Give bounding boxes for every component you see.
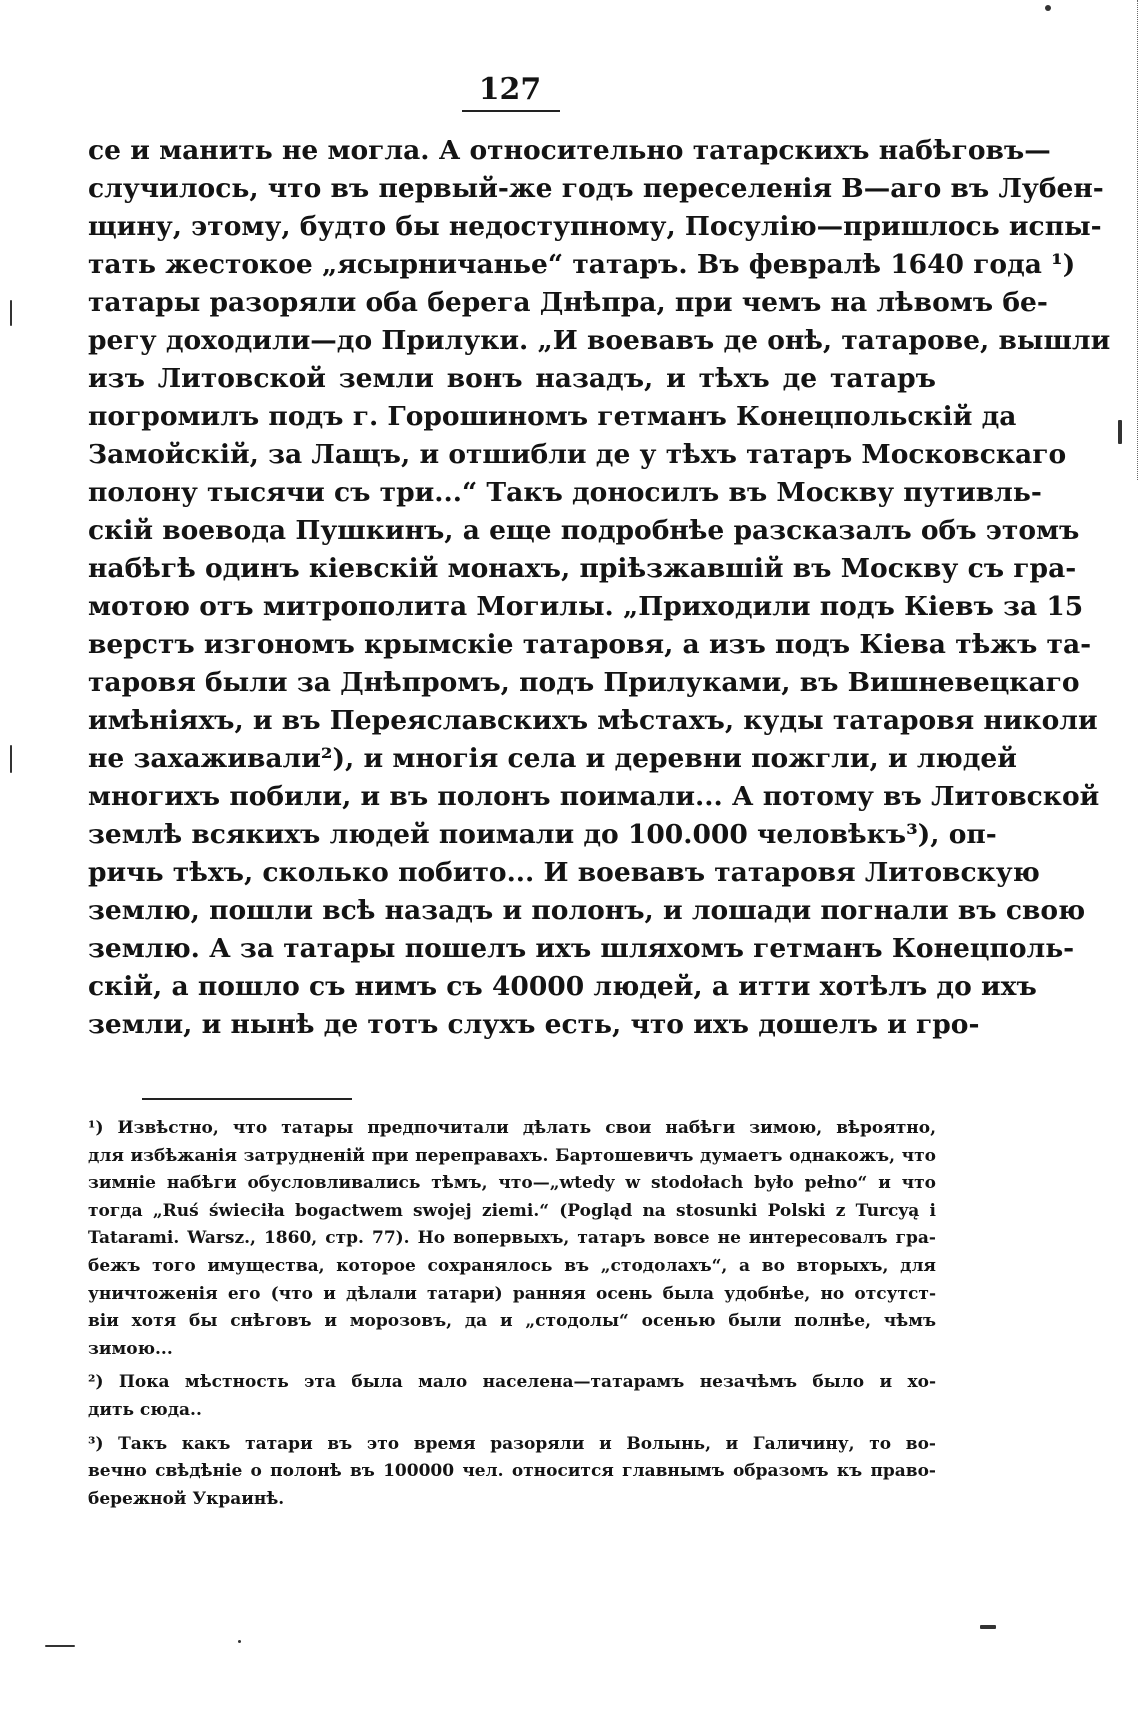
body-line: многихъ побили, и въ полонъ поимали... А потому въ Литовской (88, 781, 1100, 812)
body-text (88, 132, 1111, 1044)
body-line: Замойскій, за Лащъ, и отшибли де у тѣхъ татаръ Московскаго (88, 439, 1067, 470)
scan-speck (980, 1625, 996, 1629)
footnote-line: зимніе набѣги обусловливались тѣмъ, что—„wtedy w stodołach było pełno“ и что (88, 1173, 936, 1194)
footnote-3 (88, 1431, 936, 1514)
footnote-line: бежъ того имущества, которое сохранялось въ „стодолахъ“, а во вторыхъ, для (88, 1255, 936, 1276)
body-line: не захаживали²), и многія села и деревни пожгли, и людей (88, 743, 1017, 774)
footnote-line: Tatarami. Warsz., 1860, стр. 77). Но вопервыхъ, татаръ вовсе не интересовалъ гра- (88, 1228, 936, 1249)
scan-speck (238, 1640, 241, 1643)
body-line: земли, и нынѣ де тотъ слухъ есть, что ихъ дошелъ и гро- (88, 1009, 980, 1040)
body-line: татары разоряли оба берега Днѣпра, при чемъ на лѣвомъ бе- (88, 287, 1048, 318)
body-line: тать жестокое „ясырничанье“ татаръ. Въ февралѣ 1640 года ¹) (88, 249, 1076, 280)
body-line: погромилъ подъ г. Горошиномъ гетманъ Конецпольскій да (88, 401, 1017, 432)
body-line: скій, а пошло съ нимъ съ 40000 людей, а итти хотѣлъ до ихъ (88, 971, 1037, 1002)
footnote-line: тогда „Ruś świeciła bogactwem swojej ziemi.“ (Pogląd na stosunki Polski z Turcyą i (88, 1200, 936, 1221)
body-line: скій воевода Пушкинъ, а еще подробнѣе разсказалъ объ этомъ (88, 515, 1080, 546)
body-line: набѣгѣ одинъ кіевскій монахъ, пріѣзжавшій въ Москву съ гра- (88, 553, 1077, 584)
page-number-underline (462, 110, 560, 112)
body-line: се и манить не могла. А относительно татарскихъ набѣговъ— (88, 135, 1051, 166)
footnote-line: зимою... (88, 1338, 173, 1359)
body-line: таровя были за Днѣпромъ, подъ Прилуками, въ Вишневецкаго (88, 667, 1080, 698)
scan-speck (1118, 420, 1122, 444)
body-line: ричь тѣхъ, сколько побито... И воевавъ татаровя Литовскую (88, 857, 1040, 888)
footnote-1 (88, 1115, 936, 1363)
footnote-line: ²) Пока мѣстность эта была мало населена—татарамъ незачѣмъ было и хо- (88, 1372, 936, 1393)
footnote-line: для избѣжанія затрудненій при переправахъ. Бартошевичъ думаетъ однакожъ, что (88, 1145, 936, 1166)
footnote-line: уничтоженія его (что и дѣлали татари) ранняя осень была удобнѣе, но отсутст- (88, 1283, 936, 1304)
footnotes (88, 1115, 936, 1513)
scan-speck (1045, 5, 1051, 11)
body-line: полону тысячи съ три...“ Такъ доносилъ въ Москву путивль- (88, 477, 1042, 508)
body-line: случилось, что въ первый-же годъ переселенія В—аго въ Лубен- (88, 173, 1104, 204)
body-line: регу доходили—до Прилуки. „И воевавъ де онѣ, татарове, вышли (88, 325, 1111, 356)
footnote-separator (142, 1098, 352, 1100)
scan-speck (10, 300, 12, 326)
body-line: верстъ изгономъ крымскіе татаровя, а изъ подъ Кіева тѣжъ та- (88, 629, 1092, 660)
body-line: землю, пошли всѣ назадъ и полонъ, и лошади погнали въ свою (88, 895, 1086, 926)
footnote-2 (88, 1369, 936, 1424)
body-line: изъ Литовской земли вонъ назадъ, и тѣхъ де татаръ (88, 363, 936, 394)
body-line: землѣ всякихъ людей поимали до 100.000 человѣкъ³), оп- (88, 819, 997, 850)
body-line: щину, этому, будто бы недоступному, Посулію—пришлось испы- (88, 211, 1102, 242)
footnote-line: віи хотя бы снѣговъ и морозовъ, да и „стодолы“ осенью были полнѣе, чѣмъ (88, 1311, 936, 1332)
scan-edge-artifact (1115, 0, 1138, 480)
body-line: имѣніяхъ, и въ Переяславскихъ мѣстахъ, куды татаровя николи (88, 705, 1098, 736)
body-line: мотою отъ митрополита Могилы. „Приходили подъ Кіевъ за 15 (88, 591, 1084, 622)
scan-speck (45, 1645, 75, 1647)
footnote-line: ¹) Извѣстно, что татары предпочитали дѣлать свои набѣги зимою, вѣроятно, (88, 1118, 936, 1138)
footnote-line: бережной Украинѣ. (88, 1488, 285, 1509)
body-line: землю. А за татары пошелъ ихъ шляхомъ гетманъ Конецполь- (88, 933, 1075, 964)
footnote-line: дить сюда.. (88, 1399, 202, 1420)
page-number: 127 (478, 72, 542, 107)
footnote-line: вечно свѣдѣніе о полонѣ въ 100000 чел. относится главнымъ образомъ къ право- (88, 1461, 936, 1482)
footnote-line: ³) Такъ какъ татари въ это время разоряли и Волынь, и Галичину, то во- (88, 1433, 936, 1454)
scan-speck (10, 745, 12, 773)
